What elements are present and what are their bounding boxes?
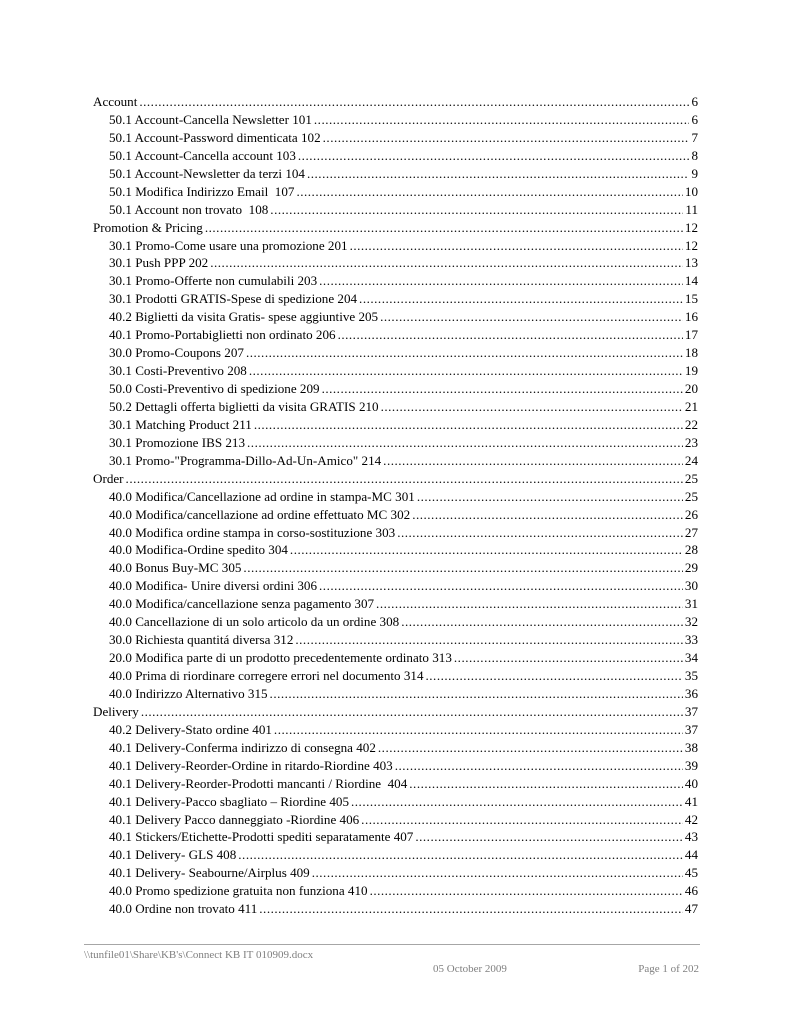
toc-entry-page-number: 25 xyxy=(684,488,698,504)
toc-dot-leader xyxy=(361,811,683,829)
toc-entry[interactable] xyxy=(93,900,698,918)
toc-entry-title: 50.1 Account-Password dimenticata 102 xyxy=(109,129,321,145)
toc-entry-title: 30.1 Promo-Offerte non cumulabili 203 xyxy=(109,273,318,289)
toc-entry-page-number: 32 xyxy=(684,614,698,630)
toc-entry[interactable] xyxy=(93,237,698,255)
toc-entry-title: 40.1 Delivery-Reorder-Ordine in ritardo-Riordine 403 xyxy=(109,757,393,773)
toc-entry-title: 50.1 Account-Newsletter da terzi 104 xyxy=(109,165,305,181)
toc-entry[interactable] xyxy=(93,775,698,793)
toc-entry[interactable] xyxy=(93,290,698,308)
toc-entry-title: 50.0 Costi-Preventivo di spedizione 209 xyxy=(109,381,320,396)
toc-entry-title: 30.1 Promozione IBS 213 xyxy=(109,434,246,450)
toc-entry-title: 30.1 Matching Product 211 xyxy=(109,416,252,432)
toc-dot-leader xyxy=(312,864,683,882)
toc-entry-page-number: 21 xyxy=(684,398,698,414)
toc-entry-title: 40.1 Stickers/Etichette-Prodotti spediti separatamente 407 xyxy=(109,829,414,845)
toc-entry-page-number: 6 xyxy=(691,111,698,127)
toc-dot-leader xyxy=(243,559,682,577)
toc-entry-title: Order xyxy=(93,470,124,486)
toc-dot-leader xyxy=(247,434,683,452)
toc-dot-leader xyxy=(454,649,683,667)
toc-entry-page-number: 36 xyxy=(684,685,698,701)
toc-entry-title: 30.1 Push PPP 202 xyxy=(109,255,209,271)
toc-entry[interactable] xyxy=(93,649,698,667)
toc-entry-title: 50.1 Account-Cancella account 103 xyxy=(109,147,296,163)
toc-dot-leader xyxy=(259,900,683,918)
toc-entry-title: 40.0 Bonus Buy-MC 305 xyxy=(109,560,242,576)
toc-dot-leader xyxy=(205,219,683,237)
toc-dot-leader xyxy=(409,775,683,793)
toc-entry-page-number: 34 xyxy=(684,650,698,666)
toc-entry-title: 30.1 Costi-Preventivo 208 xyxy=(109,363,247,379)
toc-entry-page-number: 37 xyxy=(684,721,698,737)
toc-entry-page-number: 33 xyxy=(684,632,698,648)
toc-entry[interactable] xyxy=(93,165,698,183)
toc-entry-title: 40.0 Prima di riordinare corregere errori nel documento 314 xyxy=(109,668,424,683)
toc-dot-leader xyxy=(270,685,683,703)
toc-section-entry[interactable] xyxy=(93,219,698,237)
toc-dot-leader xyxy=(141,703,683,721)
toc-entry-title: 30.1 Promo-Come usare una promozione 201 xyxy=(109,237,348,253)
toc-entry-title: 40.0 Modifica- Unire diversi ordini 306 xyxy=(109,578,318,594)
toc-entry[interactable] xyxy=(93,667,698,685)
toc-dot-leader xyxy=(417,488,683,506)
toc-entry[interactable] xyxy=(93,864,698,882)
toc-entry[interactable] xyxy=(93,721,698,739)
toc-entry-page-number: 30 xyxy=(684,578,698,594)
toc-entry-page-number: 20 xyxy=(684,381,698,396)
toc-entry-title: 40.1 Delivery-Reorder-Prodotti mancanti / Riordine 404 xyxy=(109,775,408,791)
toc-dot-leader xyxy=(338,326,683,344)
toc-entry[interactable] xyxy=(93,595,698,613)
toc-entry[interactable] xyxy=(93,811,698,829)
toc-entry-title: 40.1 Promo-Portabiglietti non ordinato 206 xyxy=(109,327,336,343)
toc-dot-leader xyxy=(378,739,683,757)
toc-entry-title: 40.0 Ordine non trovato 411 xyxy=(109,901,258,917)
toc-entry-page-number: 42 xyxy=(684,811,698,827)
toc-entry-page-number: 26 xyxy=(684,506,698,522)
toc-entry-title: Account xyxy=(93,94,138,109)
toc-dot-leader xyxy=(412,506,683,524)
toc-entry-title: 40.0 Modifica/cancellazione senza pagamento 307 xyxy=(109,596,375,612)
toc-entry-page-number: 11 xyxy=(685,201,698,217)
toc-entry-page-number: 17 xyxy=(684,327,698,343)
toc-entry-title: 40.0 Modifica ordine stampa in corso-sostituzione 303 xyxy=(109,524,396,540)
toc-entry-title: 40.0 Modifica-Ordine spedito 304 xyxy=(109,542,288,558)
toc-entry-page-number: 12 xyxy=(684,237,698,253)
toc-entry-page-number: 41 xyxy=(684,793,698,809)
toc-dot-leader xyxy=(383,452,683,470)
toc-entry[interactable] xyxy=(93,577,698,595)
toc-entry[interactable] xyxy=(93,793,698,811)
toc-entry-title: 40.1 Delivery- Seabourne/Airplus 409 xyxy=(109,865,310,881)
toc-entry[interactable] xyxy=(93,201,698,219)
toc-entry-title: 50.1 Account-Cancella Newsletter 101 xyxy=(109,111,312,127)
toc-entry[interactable] xyxy=(93,631,698,649)
toc-dot-leader xyxy=(370,882,683,900)
toc-entry[interactable] xyxy=(93,326,698,344)
toc-section-entry[interactable] xyxy=(93,703,698,721)
toc-entry[interactable] xyxy=(93,846,698,864)
toc-entry-page-number: 45 xyxy=(684,865,698,881)
toc-entry-page-number: 10 xyxy=(684,183,698,199)
toc-entry-page-number: 27 xyxy=(684,524,698,540)
toc-entry-page-number: 37 xyxy=(684,703,698,719)
toc-entry[interactable] xyxy=(93,452,698,470)
toc-entry[interactable] xyxy=(93,488,698,506)
toc-entry-title: 40.0 Cancellazione di un solo articolo da un ordine 308 xyxy=(109,614,400,630)
toc-entry-page-number: 44 xyxy=(684,847,698,863)
toc-entry-title: 40.1 Delivery-Conferma indirizzo di consegna 402 xyxy=(109,739,376,755)
toc-entry-page-number: 12 xyxy=(684,219,698,235)
footer-page-number: Page 1 of 202 xyxy=(638,963,699,975)
toc-entry-page-number: 18 xyxy=(684,345,698,361)
toc-entry-page-number: 43 xyxy=(684,829,698,845)
toc-entry[interactable] xyxy=(93,685,698,703)
toc-dot-leader xyxy=(290,541,683,559)
toc-entry-title: 40.1 Delivery Pacco danneggiato -Riordine 406 xyxy=(109,811,360,827)
footer-date: 05 October 2009 xyxy=(433,963,507,975)
toc-entry[interactable] xyxy=(93,111,698,129)
toc-dot-leader xyxy=(426,667,683,685)
toc-entry-title: 30.0 Promo-Coupons 207 xyxy=(109,345,244,361)
toc-dot-leader xyxy=(270,201,683,219)
toc-entry-page-number: 40 xyxy=(684,775,698,791)
table-of-contents xyxy=(93,93,698,918)
toc-entry-page-number: 28 xyxy=(684,542,698,558)
toc-entry[interactable] xyxy=(93,398,698,416)
toc-entry-page-number: 16 xyxy=(684,309,698,325)
toc-dot-leader xyxy=(210,254,683,272)
toc-dot-leader xyxy=(323,129,690,147)
toc-entry-page-number: 6 xyxy=(691,94,698,109)
toc-entry[interactable] xyxy=(93,254,698,272)
toc-entry[interactable] xyxy=(93,147,698,165)
toc-dot-leader xyxy=(295,631,683,649)
toc-entry-page-number: 15 xyxy=(684,291,698,307)
toc-entry-page-number: 19 xyxy=(684,363,698,379)
toc-entry[interactable] xyxy=(93,380,698,398)
toc-entry-page-number: 31 xyxy=(684,596,698,612)
toc-entry-page-number: 35 xyxy=(684,668,698,683)
toc-entry-title: 30.1 Prodotti GRATIS-Spese di spedizione 204 xyxy=(109,291,358,307)
toc-entry-page-number: 7 xyxy=(691,129,698,145)
toc-entry-page-number: 38 xyxy=(684,739,698,755)
toc-entry[interactable] xyxy=(93,739,698,757)
toc-dot-leader xyxy=(380,308,683,326)
toc-dot-leader xyxy=(322,380,683,398)
toc-dot-leader xyxy=(359,290,683,308)
toc-entry[interactable] xyxy=(93,524,698,542)
toc-entry-page-number: 24 xyxy=(684,452,698,468)
toc-dot-leader xyxy=(314,111,690,129)
toc-entry-title: 50.1 Account non trovato 108 xyxy=(109,201,269,217)
toc-entry-page-number: 47 xyxy=(684,901,698,917)
toc-entry[interactable] xyxy=(93,434,698,452)
toc-entry-title: Promotion & Pricing xyxy=(93,219,203,235)
toc-dot-leader xyxy=(274,721,683,739)
toc-dot-leader xyxy=(376,595,683,613)
toc-entry-title: 40.0 Modifica/cancellazione ad ordine effettuato MC 302 xyxy=(109,506,411,522)
toc-entry[interactable] xyxy=(93,362,698,380)
toc-dot-leader xyxy=(350,237,683,255)
toc-entry[interactable] xyxy=(93,129,698,147)
toc-entry-title: 20.0 Modifica parte di un prodotto precedentemente ordinato 313 xyxy=(109,650,452,666)
toc-entry[interactable] xyxy=(93,183,698,201)
toc-entry-page-number: 25 xyxy=(684,470,698,486)
toc-entry-page-number: 13 xyxy=(684,255,698,271)
toc-dot-leader xyxy=(254,416,683,434)
toc-dot-leader xyxy=(415,828,683,846)
toc-entry[interactable] xyxy=(93,416,698,434)
toc-entry[interactable] xyxy=(93,506,698,524)
toc-entry[interactable] xyxy=(93,882,698,900)
toc-dot-leader xyxy=(307,165,689,183)
toc-entry-title: 40.0 Modifica/Cancellazione ad ordine in stampa-MC 301 xyxy=(109,488,415,504)
toc-section-entry[interactable] xyxy=(93,93,698,111)
toc-dot-leader xyxy=(296,183,682,201)
toc-entry-title: 40.0 Promo spedizione gratuita non funziona 410 xyxy=(109,883,368,899)
toc-entry[interactable] xyxy=(93,344,698,362)
toc-entry[interactable] xyxy=(93,613,698,631)
toc-dot-leader xyxy=(401,613,683,631)
toc-dot-leader xyxy=(246,344,683,362)
toc-entry-page-number: 8 xyxy=(691,147,698,163)
toc-entry-title: 30.0 Richiesta quantitá diversa 312 xyxy=(109,632,294,648)
toc-entry-title: 40.2 Biglietti da visita Gratis- spese aggiuntive 205 xyxy=(109,309,379,325)
toc-entry-page-number: 29 xyxy=(684,560,698,576)
toc-entry[interactable] xyxy=(93,757,698,775)
toc-entry-page-number: 39 xyxy=(684,757,698,773)
toc-entry-title: Delivery xyxy=(93,703,139,719)
toc-entry-title: 40.2 Delivery-Stato ordine 401 xyxy=(109,721,272,737)
toc-dot-leader xyxy=(139,93,689,111)
toc-entry-page-number: 14 xyxy=(684,273,698,289)
toc-entry[interactable] xyxy=(93,541,698,559)
toc-entry-title: 50.2 Dettagli offerta biglietti da visita GRATIS 210 xyxy=(109,398,379,414)
toc-entry-title: 40.0 Indirizzo Alternativo 315 xyxy=(109,685,268,701)
toc-dot-leader xyxy=(126,470,683,488)
toc-entry[interactable] xyxy=(93,272,698,290)
toc-dot-leader xyxy=(397,524,683,542)
toc-entry-page-number: 9 xyxy=(691,165,698,181)
toc-entry-title: 40.1 Delivery- GLS 408 xyxy=(109,847,237,863)
toc-dot-leader xyxy=(381,398,683,416)
toc-dot-leader xyxy=(238,846,683,864)
toc-entry-page-number: 22 xyxy=(684,416,698,432)
toc-dot-leader xyxy=(395,757,683,775)
toc-dot-leader xyxy=(249,362,683,380)
toc-entry[interactable] xyxy=(93,828,698,846)
toc-dot-leader xyxy=(351,793,683,811)
toc-dot-leader xyxy=(319,577,683,595)
toc-dot-leader xyxy=(319,272,683,290)
toc-entry-title: 40.1 Delivery-Pacco sbagliato – Riordine 405 xyxy=(109,793,349,809)
toc-entry-page-number: 46 xyxy=(684,883,698,899)
footer-file-path: \\tunfile01\Share\KB's\Connect KB IT 010909.docx xyxy=(84,949,314,961)
toc-entry-title: 30.1 Promo-"Programma-Dillo-Ad-Un-Amico" 214 xyxy=(109,452,382,468)
toc-entry[interactable] xyxy=(93,559,698,577)
toc-entry-title: 50.1 Modifica Indirizzo Email 107 xyxy=(109,183,295,199)
toc-dot-leader xyxy=(298,147,690,165)
toc-entry-page-number: 23 xyxy=(684,434,698,450)
toc-section-entry[interactable] xyxy=(93,470,698,488)
footer-divider xyxy=(84,944,700,945)
toc-entry[interactable] xyxy=(93,308,698,326)
